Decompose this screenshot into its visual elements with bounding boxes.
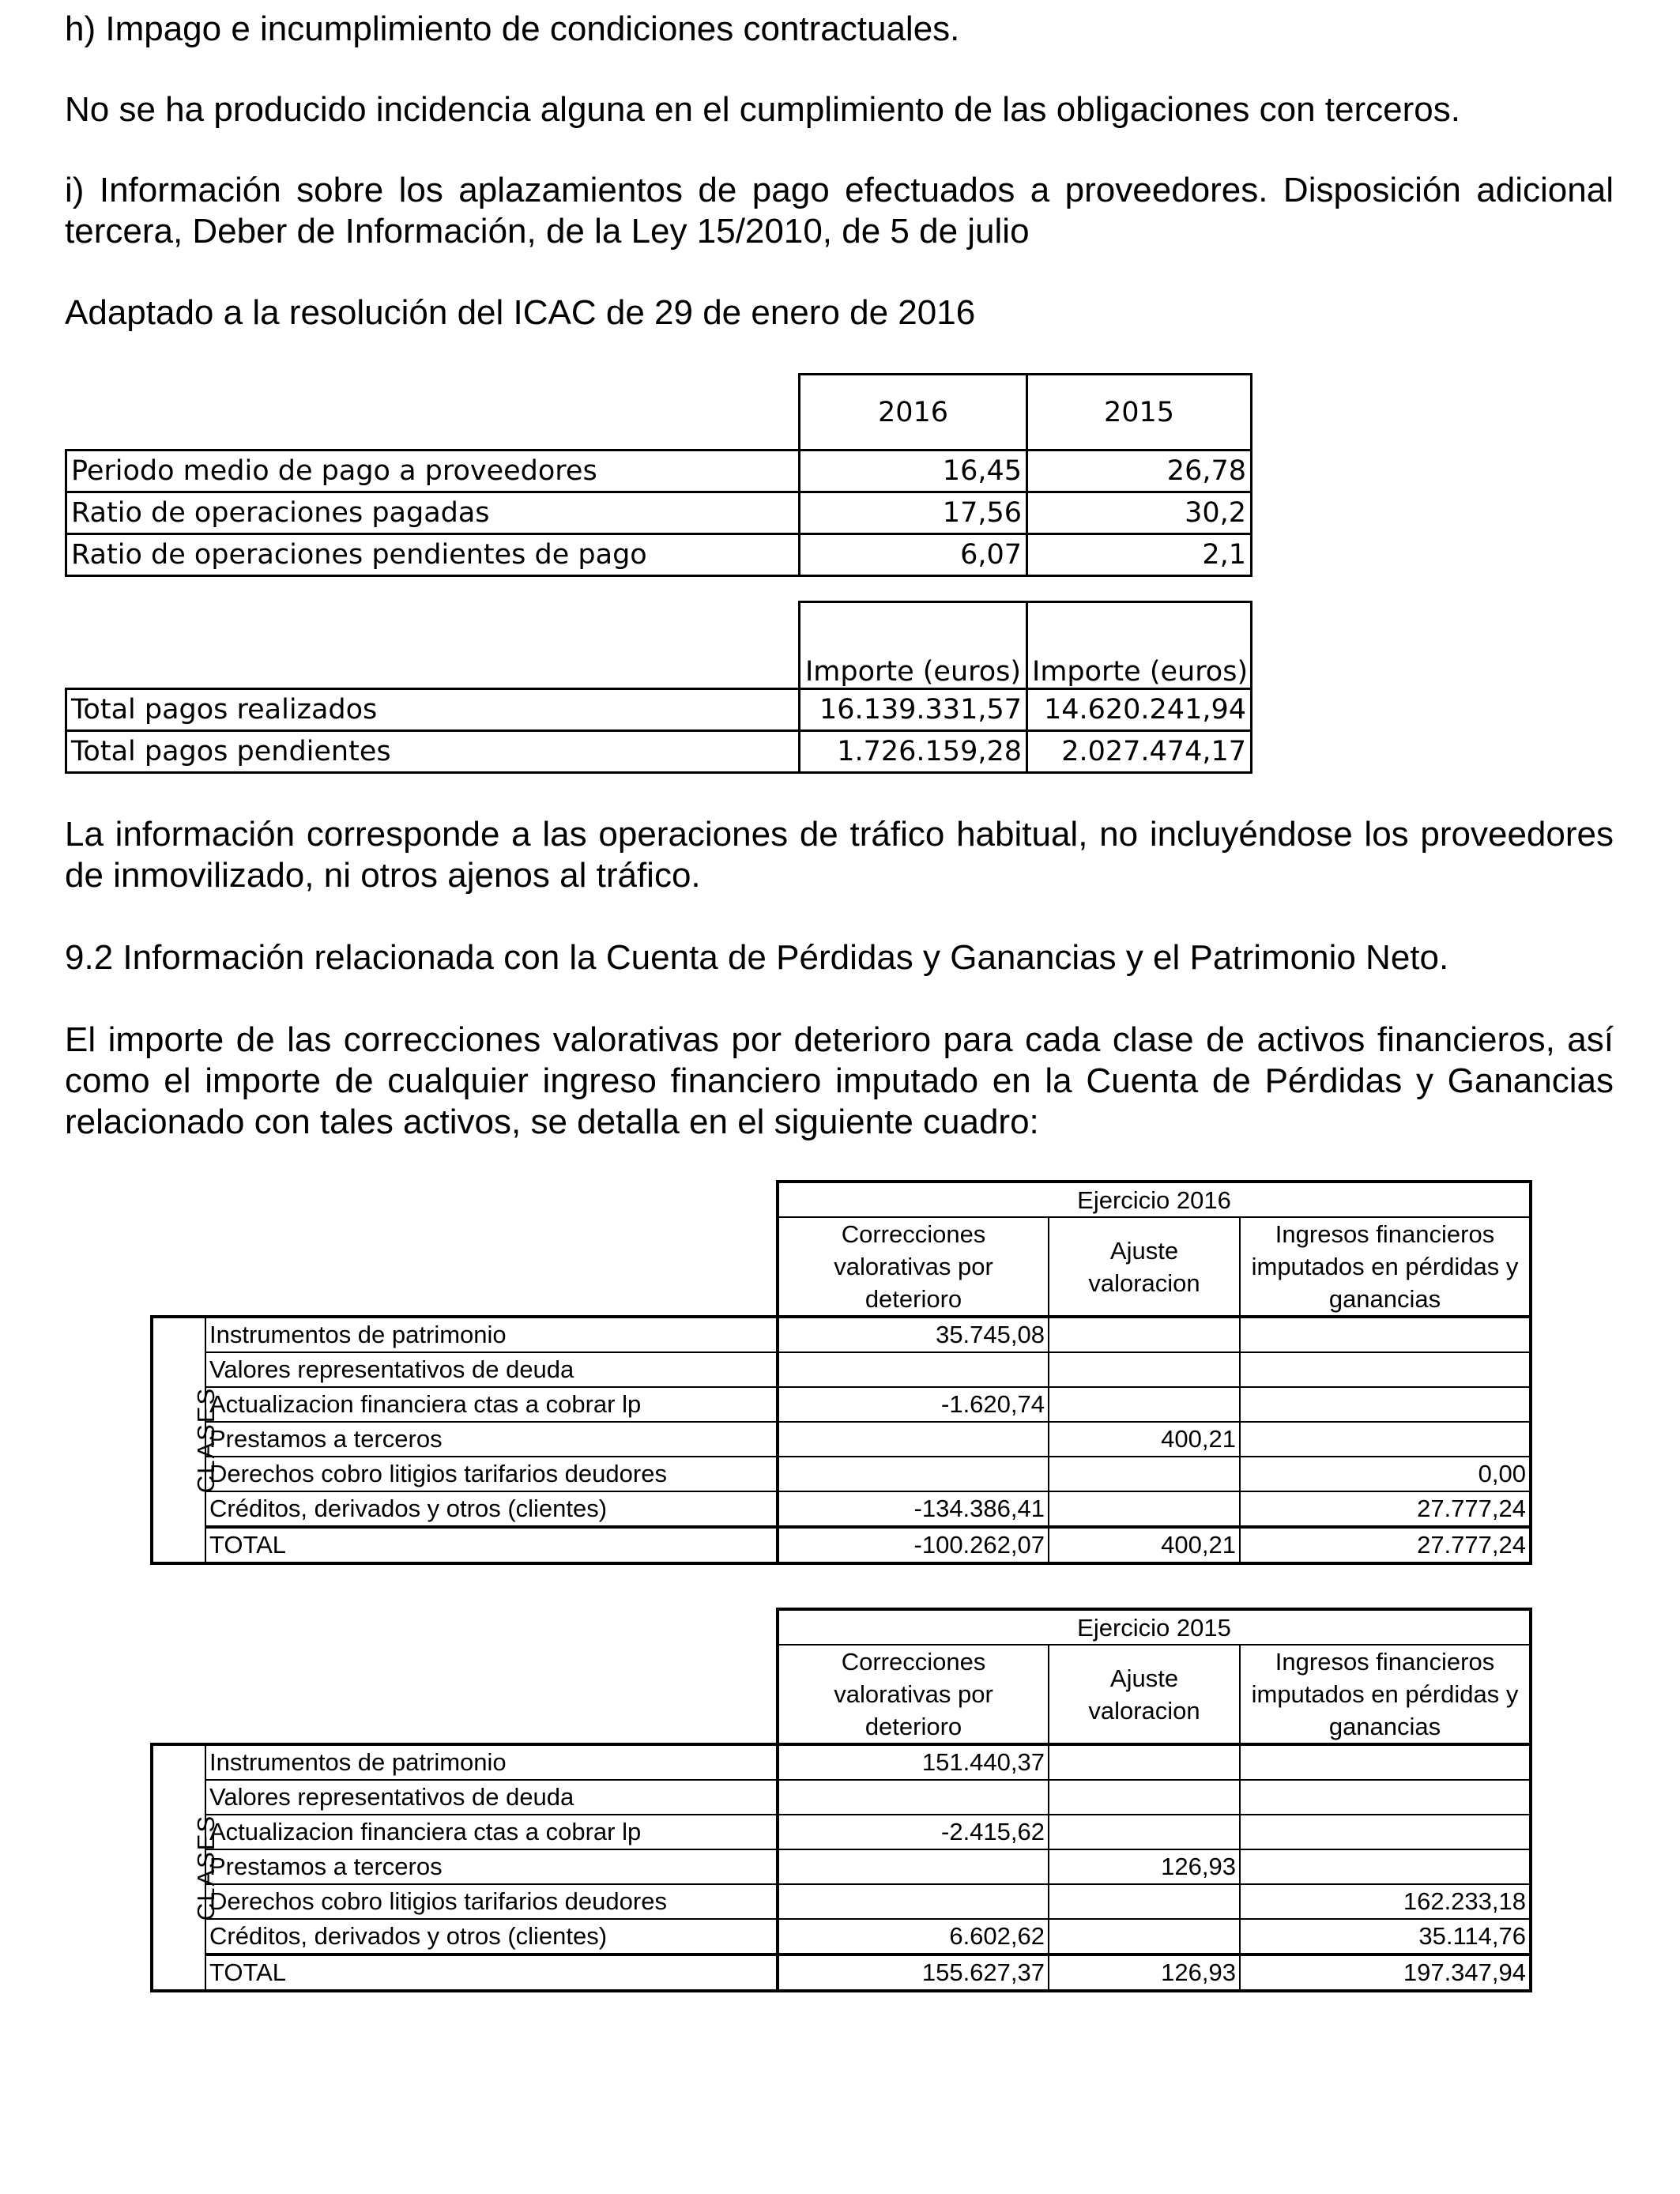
blank-cell: [152, 1217, 778, 1317]
column-header: 2015: [1027, 375, 1252, 450]
value-cell: 26,78: [1027, 450, 1252, 492]
row-label: Instrumentos de patrimonio: [205, 1744, 778, 1780]
value-cell: [1049, 1457, 1240, 1491]
clases-label: [152, 1317, 220, 1563]
value-cell: [1049, 1352, 1240, 1387]
table-row: [66, 689, 1252, 731]
table-row: [66, 450, 1252, 492]
exercise-header: Ejercicio 2016: [778, 1182, 1531, 1217]
row-label: TOTAL: [205, 1955, 778, 1991]
traffic-note: La información corresponde a las operaciones de tráfico habitual, no incluyéndose los proveedores de inmovilizado, ni otros ajenos al tráfico.: [65, 815, 1614, 895]
table-header-row: [152, 1217, 1531, 1317]
row-label: Actualizacion financiera ctas a cobrar lp: [205, 1815, 778, 1849]
icac-note: Adaptado a la resolución del ICAC de 29 de enero de 2016: [65, 293, 976, 332]
value-cell: [1240, 1849, 1531, 1884]
column-header: Ajuste valoracion: [1049, 1217, 1240, 1317]
value-cell: 0,00: [1240, 1457, 1531, 1491]
value-cell: [778, 1457, 1049, 1491]
total-row: [152, 1527, 1531, 1563]
payment-periods-table: [65, 373, 1252, 577]
value-cell: [778, 1849, 1049, 1884]
value-cell: [1240, 1422, 1531, 1457]
column-header: Correcciones valorativas por deterioro: [778, 1645, 1049, 1744]
row-label: Valores representativos de deuda: [205, 1780, 778, 1815]
value-cell: [778, 1884, 1049, 1919]
value-cell: 14.620.241,94: [1027, 689, 1252, 731]
value-cell: 6,07: [800, 534, 1027, 576]
value-cell: [1240, 1780, 1531, 1815]
table-row: [152, 1884, 1531, 1919]
value-cell: 35.745,08: [778, 1317, 1049, 1352]
value-cell: -1.620,74: [778, 1387, 1049, 1422]
value-cell: 16,45: [800, 450, 1027, 492]
clases-text: CLASES: [192, 1814, 220, 1921]
impairment-2015-table: [150, 1608, 1532, 1992]
value-cell: -2.415,62: [778, 1815, 1049, 1849]
value-cell: [778, 1780, 1049, 1815]
row-label: Total pagos pendientes: [66, 731, 800, 773]
row-label: Créditos, derivados y otros (clientes): [205, 1919, 778, 1955]
row-label: TOTAL: [205, 1527, 778, 1563]
row-label: Ratio de operaciones pagadas: [66, 492, 800, 534]
table-row: [152, 1387, 1531, 1422]
table-header-row: [152, 1609, 1531, 1645]
row-label: Prestamos a terceros: [205, 1422, 778, 1457]
row-label: Derechos cobro litigios tarifarios deudores: [205, 1457, 778, 1491]
total-row: [152, 1955, 1531, 1991]
table-row: [66, 731, 1252, 773]
value-cell: 400,21: [1049, 1422, 1240, 1457]
section-h-title: h) Impago e incumplimiento de condiciones contractuales.: [65, 9, 960, 48]
row-label: Ratio de operaciones pendientes de pago: [66, 534, 800, 576]
column-header: Importe (euros): [800, 602, 1027, 689]
payment-amounts-table: [65, 601, 1252, 774]
value-cell: 126,93: [1049, 1849, 1240, 1884]
value-cell: 162.233,18: [1240, 1884, 1531, 1919]
value-cell: -100.262,07: [778, 1527, 1049, 1563]
section-h-text: No se ha producido incidencia alguna en el cumplimiento de las obligaciones con terceros.: [65, 90, 1460, 129]
value-cell: 2.027.474,17: [1027, 731, 1252, 773]
column-header: Ajuste valoracion: [1049, 1645, 1240, 1744]
value-cell: [1049, 1744, 1240, 1780]
value-cell: 151.440,37: [778, 1744, 1049, 1780]
value-cell: 30,2: [1027, 492, 1252, 534]
value-cell: [778, 1422, 1049, 1457]
value-cell: -134.386,41: [778, 1491, 1049, 1527]
value-cell: [1049, 1780, 1240, 1815]
row-label: Prestamos a terceros: [205, 1849, 778, 1884]
row-label: Instrumentos de patrimonio: [205, 1317, 778, 1352]
value-cell: [1049, 1491, 1240, 1527]
blank-cell: [152, 1645, 778, 1744]
value-cell: [1240, 1387, 1531, 1422]
clases-label: [152, 1744, 220, 1991]
value-cell: [1049, 1919, 1240, 1955]
table-row: [152, 1422, 1531, 1457]
value-cell: 1.726.159,28: [800, 731, 1027, 773]
row-label: Derechos cobro litigios tarifarios deudores: [205, 1884, 778, 1919]
value-cell: [778, 1352, 1049, 1387]
table-row: [152, 1491, 1531, 1527]
column-header: Importe (euros): [1027, 602, 1252, 689]
value-cell: 17,56: [800, 492, 1027, 534]
column-header: Ingresos financieros imputados en pérdidas y ganancias: [1240, 1645, 1531, 1744]
impairment-2016-table: [150, 1180, 1532, 1565]
clases-text: CLASES: [192, 1386, 220, 1494]
value-cell: [1240, 1352, 1531, 1387]
value-cell: 197.347,94: [1240, 1955, 1531, 1991]
table-row: [152, 1815, 1531, 1849]
blank-cell: [152, 1609, 778, 1645]
table-row: [152, 1317, 1531, 1352]
table-row: [152, 1919, 1531, 1955]
value-cell: [1049, 1815, 1240, 1849]
value-cell: [1049, 1317, 1240, 1352]
value-cell: 27.777,24: [1240, 1491, 1531, 1527]
blank-cell: [66, 375, 800, 450]
table-row: [152, 1780, 1531, 1815]
blank-cell: [152, 1182, 778, 1217]
section-9-2-text: El importe de las correcciones valorativas por deterioro para cada clase de activos financieros, así como el importe de cualquier ingreso financiero imputado en la Cuenta de Pérdidas y Ganancias relacionado con tales activos, se detalla en el siguiente cuadro:: [65, 1020, 1614, 1141]
value-cell: 155.627,37: [778, 1955, 1049, 1991]
table-row: [152, 1352, 1531, 1387]
value-cell: 6.602,62: [778, 1919, 1049, 1955]
value-cell: [1240, 1744, 1531, 1780]
table-row: [152, 1744, 1531, 1780]
table-header-row: [66, 375, 1252, 450]
row-label: Valores representativos de deuda: [205, 1352, 778, 1387]
section-i-title: i) Información sobre los aplazamientos de pago efectuados a proveedores. Disposición adicional tercera, Deber de Información, de la Ley 15/2010, de 5 de julio: [65, 171, 1614, 251]
table-header-row: [152, 1182, 1531, 1217]
row-label: Actualizacion financiera ctas a cobrar lp: [205, 1387, 778, 1422]
table-row: [66, 492, 1252, 534]
table-header-row: [66, 602, 1252, 689]
column-header: Ingresos financieros imputados en pérdidas y ganancias: [1240, 1217, 1531, 1317]
table-header-row: [152, 1645, 1531, 1744]
value-cell: 35.114,76: [1240, 1919, 1531, 1955]
value-cell: [1049, 1387, 1240, 1422]
row-label: Créditos, derivados y otros (clientes): [205, 1491, 778, 1527]
value-cell: 27.777,24: [1240, 1527, 1531, 1563]
row-label: Periodo medio de pago a proveedores: [66, 450, 800, 492]
value-cell: 2,1: [1027, 534, 1252, 576]
column-header: 2016: [800, 375, 1027, 450]
table-row: [152, 1457, 1531, 1491]
table-row: [152, 1849, 1531, 1884]
value-cell: [1049, 1884, 1240, 1919]
value-cell: 126,93: [1049, 1955, 1240, 1991]
table-row: [66, 534, 1252, 576]
value-cell: 16.139.331,57: [800, 689, 1027, 731]
blank-cell: [66, 602, 800, 689]
section-9-2-title: 9.2 Información relacionada con la Cuenta de Pérdidas y Ganancias y el Patrimonio Neto.: [65, 938, 1449, 977]
value-cell: [1240, 1815, 1531, 1849]
value-cell: 400,21: [1049, 1527, 1240, 1563]
value-cell: [1240, 1317, 1531, 1352]
exercise-header: Ejercicio 2015: [778, 1609, 1531, 1645]
column-header: Correcciones valorativas por deterioro: [778, 1217, 1049, 1317]
row-label: Total pagos realizados: [66, 689, 800, 731]
